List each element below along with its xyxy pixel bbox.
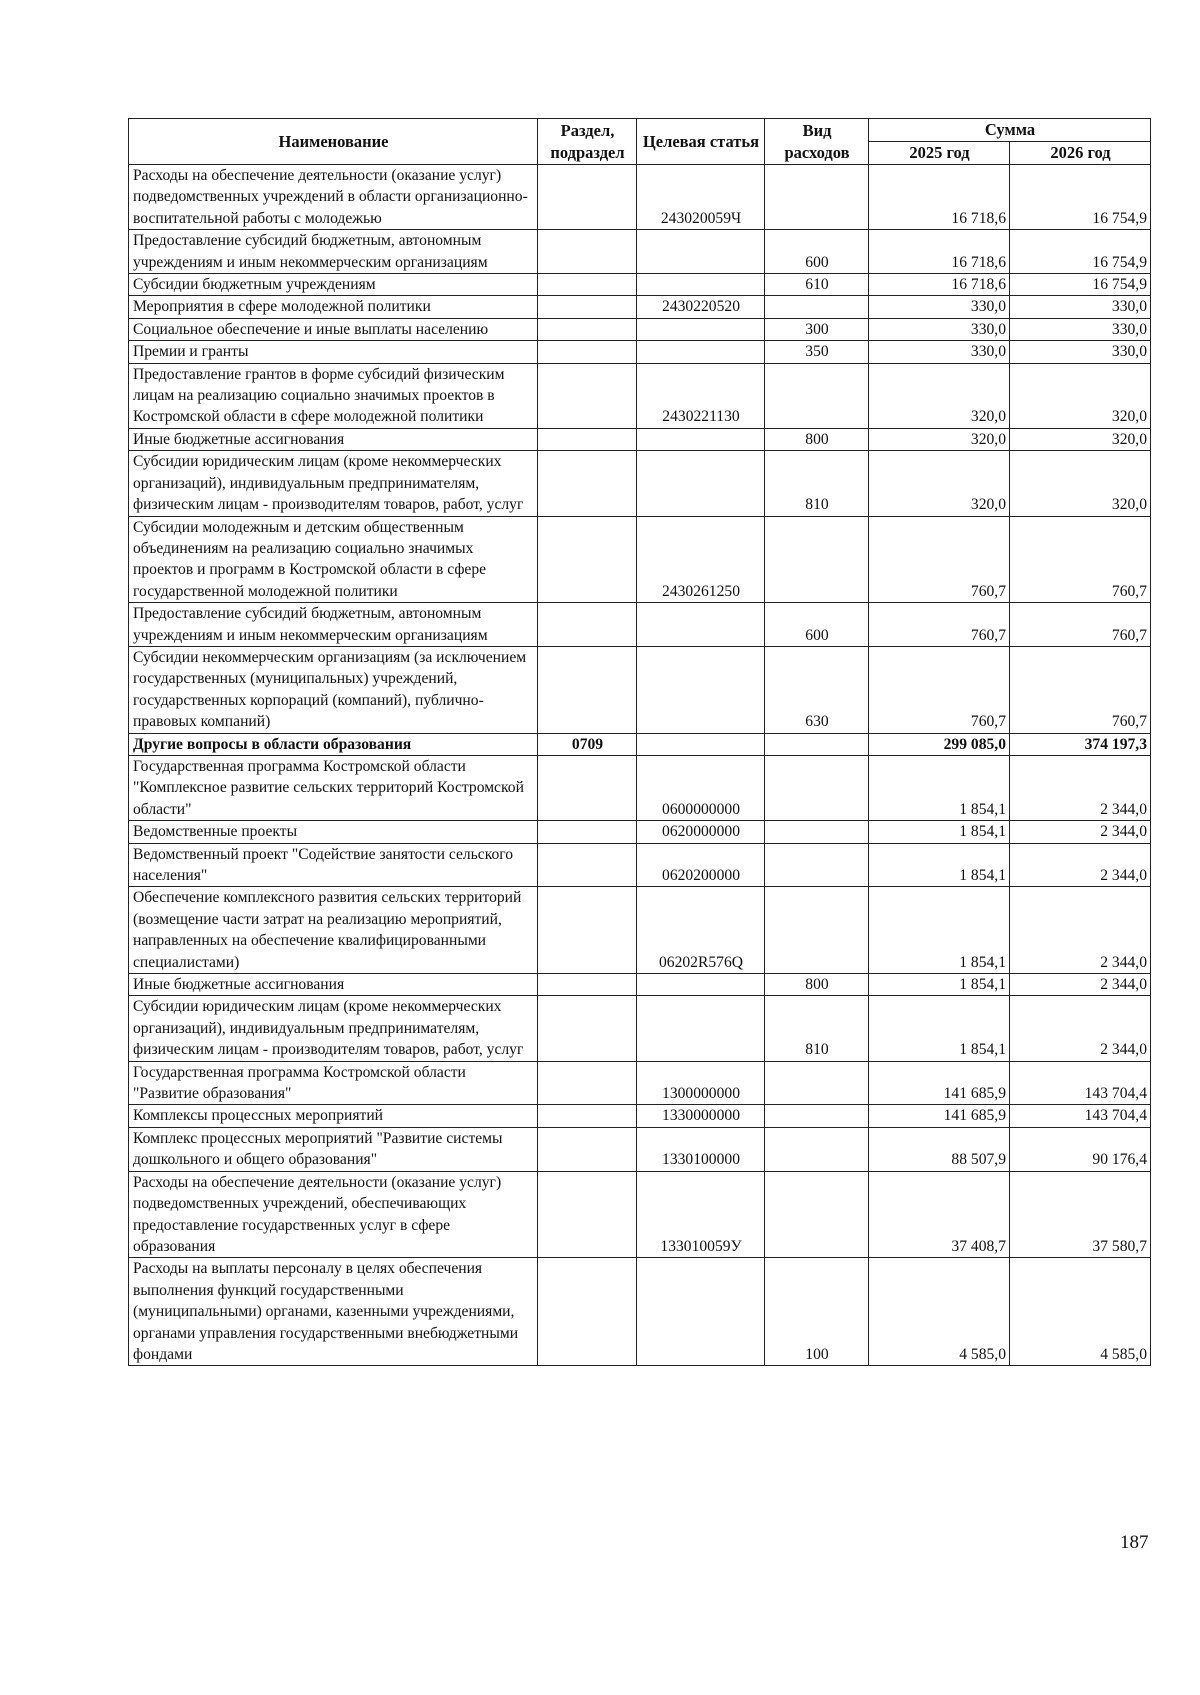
table-row bbox=[129, 1171, 1151, 1258]
cell-name: Комплекс процессных мероприятий "Развитие системы дошкольного и общего образования" bbox=[129, 1127, 538, 1171]
cell-expense-type bbox=[765, 755, 869, 820]
cell-razdel bbox=[538, 1105, 637, 1127]
cell-name: Иные бюджетные ассигнования bbox=[129, 428, 538, 450]
cell-expense-type: 100 bbox=[765, 1258, 869, 1366]
cell-sum-2025: 4 585,0 bbox=[869, 1258, 1010, 1366]
cell-sum-2025: 141 685,9 bbox=[869, 1061, 1010, 1105]
cell-target-article bbox=[637, 428, 765, 450]
cell-sum-2025: 299 085,0 bbox=[869, 733, 1010, 755]
cell-sum-2025: 1 854,1 bbox=[869, 843, 1010, 887]
cell-razdel bbox=[538, 996, 637, 1061]
cell-sum-2026: 16 754,9 bbox=[1010, 165, 1151, 230]
table-row bbox=[129, 1105, 1151, 1127]
table-row bbox=[129, 1061, 1151, 1105]
cell-sum-2025: 141 685,9 bbox=[869, 1105, 1010, 1127]
cell-sum-2026: 2 344,0 bbox=[1010, 755, 1151, 820]
cell-target-article bbox=[637, 974, 765, 996]
cell-razdel bbox=[538, 341, 637, 363]
cell-expense-type bbox=[765, 516, 869, 603]
cell-razdel bbox=[538, 821, 637, 843]
header-row-1 bbox=[129, 119, 1151, 142]
cell-expense-type bbox=[765, 733, 869, 755]
table-row bbox=[129, 516, 1151, 603]
cell-sum-2025: 1 854,1 bbox=[869, 755, 1010, 820]
cell-sum-2025: 1 854,1 bbox=[869, 996, 1010, 1061]
cell-sum-2026: 760,7 bbox=[1010, 516, 1151, 603]
table-row bbox=[129, 318, 1151, 340]
table-row bbox=[129, 646, 1151, 733]
table-row bbox=[129, 755, 1151, 820]
cell-name: Субсидии молодежным и детским общественным объединениям на реализацию социально значимых проектов и программ в Костромской области в сфере государственной молодежной политики bbox=[129, 516, 538, 603]
cell-razdel bbox=[538, 296, 637, 318]
table-body bbox=[129, 165, 1151, 1366]
cell-expense-type: 350 bbox=[765, 341, 869, 363]
cell-sum-2025: 88 507,9 bbox=[869, 1127, 1010, 1171]
cell-name: Другие вопросы в области образования bbox=[129, 733, 538, 755]
cell-sum-2026: 4 585,0 bbox=[1010, 1258, 1151, 1366]
cell-expense-type: 630 bbox=[765, 646, 869, 733]
cell-sum-2026: 143 704,4 bbox=[1010, 1061, 1151, 1105]
cell-sum-2026: 330,0 bbox=[1010, 296, 1151, 318]
cell-sum-2026: 760,7 bbox=[1010, 603, 1151, 647]
cell-target-article: 1300000000 bbox=[637, 1061, 765, 1105]
table-row bbox=[129, 603, 1151, 647]
cell-target-article bbox=[637, 318, 765, 340]
cell-sum-2026: 320,0 bbox=[1010, 451, 1151, 516]
cell-expense-type: 600 bbox=[765, 603, 869, 647]
cell-sum-2025: 16 718,6 bbox=[869, 230, 1010, 274]
cell-razdel bbox=[538, 1258, 637, 1366]
cell-sum-2025: 1 854,1 bbox=[869, 821, 1010, 843]
cell-sum-2026: 90 176,4 bbox=[1010, 1127, 1151, 1171]
cell-expense-type: 810 bbox=[765, 451, 869, 516]
cell-razdel bbox=[538, 974, 637, 996]
cell-razdel bbox=[538, 603, 637, 647]
cell-expense-type bbox=[765, 296, 869, 318]
table-row bbox=[129, 341, 1151, 363]
cell-razdel bbox=[538, 230, 637, 274]
cell-target-article bbox=[637, 646, 765, 733]
cell-sum-2025: 16 718,6 bbox=[869, 274, 1010, 296]
cell-razdel bbox=[538, 451, 637, 516]
cell-sum-2026: 330,0 bbox=[1010, 341, 1151, 363]
cell-name: Расходы на обеспечение деятельности (оказание услуг) подведомственных учреждений, обеспечивающих предоставление государственных услуг в сфере образования bbox=[129, 1171, 538, 1258]
cell-sum-2026: 320,0 bbox=[1010, 428, 1151, 450]
cell-razdel bbox=[538, 165, 637, 230]
cell-razdel bbox=[538, 516, 637, 603]
cell-target-article bbox=[637, 230, 765, 274]
cell-name: Субсидии юридическим лицам (кроме некоммерческих организаций), индивидуальным предпринимателям, физическим лицам - производителям товаров, работ, услуг bbox=[129, 996, 538, 1061]
cell-sum-2025: 320,0 bbox=[869, 451, 1010, 516]
cell-sum-2026: 2 344,0 bbox=[1010, 821, 1151, 843]
cell-target-article: 243020059Ч bbox=[637, 165, 765, 230]
table-row bbox=[129, 296, 1151, 318]
budget-table bbox=[128, 118, 1151, 1366]
cell-target-article bbox=[637, 733, 765, 755]
cell-sum-2025: 16 718,6 bbox=[869, 165, 1010, 230]
cell-razdel bbox=[538, 363, 637, 428]
cell-name: Расходы на выплаты персоналу в целях обеспечения выполнения функций государственными (муниципальными) органами, казенными учреждениями, органами управления государственными внебюджетными фондами bbox=[129, 1258, 538, 1366]
table-row bbox=[129, 428, 1151, 450]
cell-name: Субсидии бюджетным учреждениям bbox=[129, 274, 538, 296]
header-celevaya: Целевая статья bbox=[637, 119, 765, 165]
cell-expense-type: 810 bbox=[765, 996, 869, 1061]
table-row bbox=[129, 165, 1151, 230]
cell-expense-type bbox=[765, 1171, 869, 1258]
cell-expense-type: 600 bbox=[765, 230, 869, 274]
page-number: 187 bbox=[1120, 1532, 1149, 1553]
cell-sum-2026: 37 580,7 bbox=[1010, 1171, 1151, 1258]
cell-target-article: 0620000000 bbox=[637, 821, 765, 843]
cell-razdel bbox=[538, 1171, 637, 1258]
cell-target-article: 0620200000 bbox=[637, 843, 765, 887]
cell-name: Обеспечение комплексного развития сельских территорий (возмещение части затрат на реализацию мероприятий, направленных на обеспечение квалифицированными специалистами) bbox=[129, 887, 538, 974]
cell-name: Субсидии юридическим лицам (кроме некоммерческих организаций), индивидуальным предпринимателям, физическим лицам - производителям товаров, работ, услуг bbox=[129, 451, 538, 516]
table-row bbox=[129, 887, 1151, 974]
header-name: Наименование bbox=[129, 119, 538, 165]
cell-sum-2026: 2 344,0 bbox=[1010, 996, 1151, 1061]
cell-name: Расходы на обеспечение деятельности (оказание услуг) подведомственных учреждений в области организационно-воспитательной работы с молодежью bbox=[129, 165, 538, 230]
cell-target-article bbox=[637, 274, 765, 296]
cell-target-article bbox=[637, 996, 765, 1061]
header-razdel: Раздел, подраздел bbox=[538, 119, 637, 165]
cell-name: Субсидии некоммерческим организациям (за исключением государственных (муниципальных) учреждений, государственных корпораций (компаний), публично-правовых компаний) bbox=[129, 646, 538, 733]
cell-sum-2026: 760,7 bbox=[1010, 646, 1151, 733]
cell-razdel bbox=[538, 843, 637, 887]
table-row bbox=[129, 1258, 1151, 1366]
cell-name: Иные бюджетные ассигнования bbox=[129, 974, 538, 996]
table-row bbox=[129, 1127, 1151, 1171]
cell-target-article bbox=[637, 1258, 765, 1366]
header-2025: 2025 год bbox=[869, 142, 1010, 165]
cell-name: Социальное обеспечение и иные выплаты населению bbox=[129, 318, 538, 340]
cell-sum-2026: 2 344,0 bbox=[1010, 843, 1151, 887]
cell-sum-2025: 1 854,1 bbox=[869, 887, 1010, 974]
cell-expense-type bbox=[765, 165, 869, 230]
cell-sum-2026: 16 754,9 bbox=[1010, 274, 1151, 296]
cell-razdel bbox=[538, 1061, 637, 1105]
table-row bbox=[129, 974, 1151, 996]
cell-target-article bbox=[637, 451, 765, 516]
table-row bbox=[129, 274, 1151, 296]
cell-expense-type bbox=[765, 887, 869, 974]
cell-expense-type bbox=[765, 1061, 869, 1105]
cell-sum-2025: 330,0 bbox=[869, 341, 1010, 363]
cell-expense-type bbox=[765, 1105, 869, 1127]
cell-expense-type: 300 bbox=[765, 318, 869, 340]
header-vid: Вид расходов bbox=[765, 119, 869, 165]
cell-sum-2025: 330,0 bbox=[869, 296, 1010, 318]
cell-name: Комплексы процессных мероприятий bbox=[129, 1105, 538, 1127]
cell-target-article: 1330100000 bbox=[637, 1127, 765, 1171]
cell-target-article: 0600000000 bbox=[637, 755, 765, 820]
cell-sum-2025: 760,7 bbox=[869, 603, 1010, 647]
cell-sum-2026: 330,0 bbox=[1010, 318, 1151, 340]
cell-target-article: 133010059У bbox=[637, 1171, 765, 1258]
cell-razdel bbox=[538, 646, 637, 733]
cell-expense-type bbox=[765, 843, 869, 887]
cell-razdel bbox=[538, 318, 637, 340]
cell-expense-type: 610 bbox=[765, 274, 869, 296]
cell-sum-2026: 16 754,9 bbox=[1010, 230, 1151, 274]
cell-name: Премии и гранты bbox=[129, 341, 538, 363]
cell-target-article: 2430221130 bbox=[637, 363, 765, 428]
cell-name: Государственная программа Костромской области "Развитие образования" bbox=[129, 1061, 538, 1105]
cell-target-article bbox=[637, 341, 765, 363]
cell-sum-2025: 330,0 bbox=[869, 318, 1010, 340]
cell-expense-type bbox=[765, 821, 869, 843]
table-row bbox=[129, 733, 1151, 755]
cell-sum-2025: 320,0 bbox=[869, 363, 1010, 428]
table-row bbox=[129, 230, 1151, 274]
cell-name: Мероприятия в сфере молодежной политики bbox=[129, 296, 538, 318]
cell-sum-2025: 1 854,1 bbox=[869, 974, 1010, 996]
cell-razdel bbox=[538, 1127, 637, 1171]
cell-sum-2026: 143 704,4 bbox=[1010, 1105, 1151, 1127]
table-row bbox=[129, 451, 1151, 516]
table-row bbox=[129, 821, 1151, 843]
cell-target-article bbox=[637, 603, 765, 647]
cell-target-article: 2430220520 bbox=[637, 296, 765, 318]
cell-target-article: 1330000000 bbox=[637, 1105, 765, 1127]
cell-sum-2026: 374 197,3 bbox=[1010, 733, 1151, 755]
cell-sum-2026: 2 344,0 bbox=[1010, 974, 1151, 996]
cell-expense-type: 800 bbox=[765, 428, 869, 450]
cell-expense-type bbox=[765, 1127, 869, 1171]
table-row bbox=[129, 843, 1151, 887]
cell-expense-type bbox=[765, 363, 869, 428]
table-row bbox=[129, 996, 1151, 1061]
cell-name: Предоставление субсидий бюджетным, автономным учреждениям и иным некоммерческим организациям bbox=[129, 230, 538, 274]
cell-expense-type: 800 bbox=[765, 974, 869, 996]
cell-razdel bbox=[538, 428, 637, 450]
cell-name: Предоставление грантов в форме субсидий физическим лицам на реализацию социально значимых проектов в Костромской области в сфере молодежной политики bbox=[129, 363, 538, 428]
cell-sum-2025: 320,0 bbox=[869, 428, 1010, 450]
cell-name: Ведомственные проекты bbox=[129, 821, 538, 843]
cell-target-article: 06202R576Q bbox=[637, 887, 765, 974]
cell-name: Государственная программа Костромской области "Комплексное развитие сельских территорий Костромской области" bbox=[129, 755, 538, 820]
cell-sum-2025: 760,7 bbox=[869, 516, 1010, 603]
cell-sum-2026: 320,0 bbox=[1010, 363, 1151, 428]
header-summa: Сумма bbox=[869, 119, 1151, 142]
cell-sum-2026: 2 344,0 bbox=[1010, 887, 1151, 974]
cell-name: Предоставление субсидий бюджетным, автономным учреждениям и иным некоммерческим организациям bbox=[129, 603, 538, 647]
header-2026: 2026 год bbox=[1010, 142, 1151, 165]
cell-razdel bbox=[538, 755, 637, 820]
cell-sum-2025: 37 408,7 bbox=[869, 1171, 1010, 1258]
cell-name: Ведомственный проект "Содействие занятости сельского населения" bbox=[129, 843, 538, 887]
cell-razdel bbox=[538, 887, 637, 974]
table-row bbox=[129, 363, 1151, 428]
cell-target-article: 2430261250 bbox=[637, 516, 765, 603]
cell-razdel bbox=[538, 274, 637, 296]
cell-razdel: 0709 bbox=[538, 733, 637, 755]
cell-sum-2025: 760,7 bbox=[869, 646, 1010, 733]
